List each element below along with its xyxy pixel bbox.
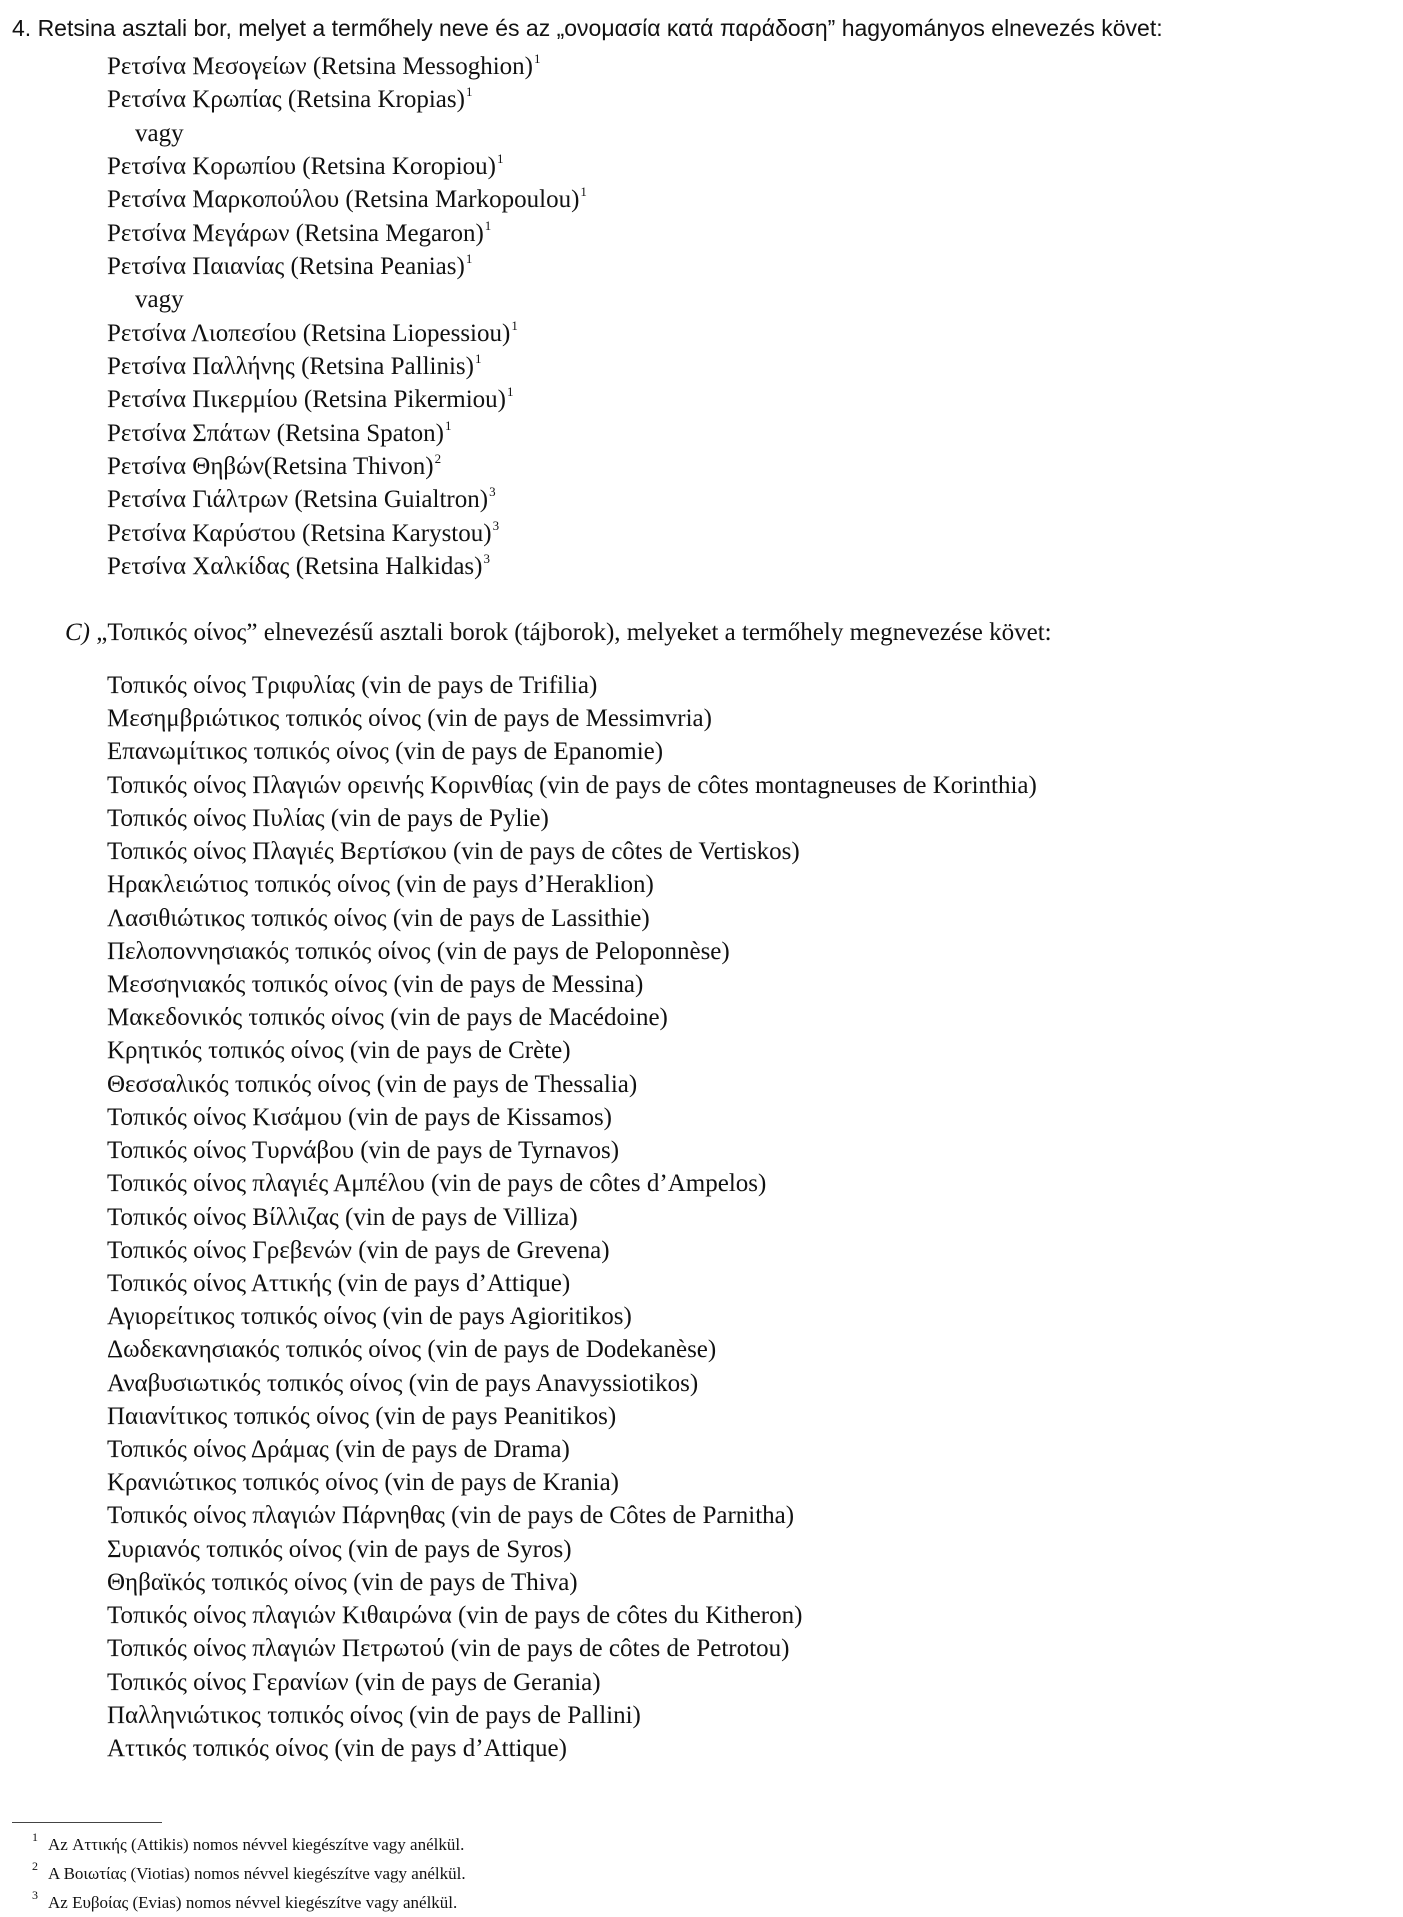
footnote-ref: 1 xyxy=(506,384,514,400)
retsina-item-text: Ρετσίνα Κορωπίου (Retsina Koropiou) xyxy=(107,153,496,181)
alternative-separator xyxy=(107,283,587,316)
retsina-item-text: Ρετσίνα Γιάλτρων (Retsina Guialtron) xyxy=(107,486,489,514)
alternative-separator xyxy=(107,117,587,150)
regional-wine-item: Επανωμίτικος τοπικός οίνος (vin de pays de Epanomie) xyxy=(107,738,664,766)
regional-wine-item: Αττικός τοπικός οίνος (vin de pays d’Attique) xyxy=(107,1735,567,1762)
retsina-item-text: Ρετσίνα Κρωπίας (Retsina Kropias) xyxy=(107,86,465,114)
retsina-item xyxy=(107,217,587,250)
footnote xyxy=(32,1888,466,1917)
retsina-item-text: Ρετσίνα Παλλήνης (Retsina Pallinis) xyxy=(107,353,474,381)
regional-wine-item: Κρητικός τοπικός οίνος (vin de pays de Crète) xyxy=(107,1037,571,1065)
regional-wine-item: Τοπικός οίνος Αττικής (vin de pays d’Attique) xyxy=(107,1269,571,1297)
regional-wine-list xyxy=(107,669,1037,1765)
footnote-ref: 2 xyxy=(434,451,442,467)
retsina-item-text: Ρετσίνα Παιανίας (Retsina Peanias) xyxy=(107,253,465,281)
footnote-ref: 1 xyxy=(465,251,473,267)
regional-wine-item: Παλληνιώτικος τοπικός οίνος (vin de pays de Pallini) xyxy=(107,1701,641,1729)
retsina-item-text: Ρετσίνα Χαλκίδας (Retsina Halkidas) xyxy=(107,553,483,581)
retsina-item-text: vagy xyxy=(135,119,184,147)
section-c-heading xyxy=(65,617,1052,649)
regional-wine-item: Τοπικός οίνος πλαγιές Αμπέλου (vin de pays de côtes d’Ampelos) xyxy=(107,1170,767,1198)
footnote-ref: 1 xyxy=(580,184,587,200)
regional-wine-item: Συριανός τοπικός οίνος (vin de pays de Syros) xyxy=(107,1535,572,1563)
footnote-ref: 1 xyxy=(444,417,452,433)
retsina-item xyxy=(107,350,587,383)
retsina-item-text: vagy xyxy=(135,286,184,314)
regional-wine-item: Θεσσαλικός τοπικός οίνος (vin de pays de Thessalia) xyxy=(107,1070,638,1098)
regional-wine-item: Τοπικός οίνος Γερανίων (vin de pays de Gerania) xyxy=(107,1668,601,1696)
regional-wine-item: Μακεδονικός τοπικός οίνος (vin de pays de Macédoine) xyxy=(107,1004,668,1032)
retsina-item xyxy=(107,550,587,583)
regional-wine-item: Τοπικός οίνος πλαγιών Κιθαιρώνα (vin de pays de côtes du Kitheron) xyxy=(107,1602,803,1630)
retsina-item-text: Ρετσίνα Καρύστου (Retsina Karystou) xyxy=(107,519,492,547)
regional-wine-item: Δωδεκανησιακός τοπικός οίνος (vin de pays de Dodekanèse) xyxy=(107,1336,717,1364)
retsina-item-text: Ρετσίνα Σπάτων (Retsina Spaton) xyxy=(107,419,444,447)
regional-wine-item: Τοπικός οίνος Γρεβενών (vin de pays de Grevena) xyxy=(107,1236,610,1264)
regional-wine-item: Τοπικός οίνος Τυρνάβου (vin de pays de Tyrnavos) xyxy=(107,1137,620,1165)
section-c-text: „Τοπικός οίνος” elnevezésű asztali borok (tájborok), melyeket a termőhely megnevezése követ: xyxy=(96,619,1052,646)
regional-wine-item: Κρανιώτικος τοπικός οίνος (vin de pays de Krania) xyxy=(107,1469,619,1497)
regional-wine-item: Τοπικός οίνος Πλαγιών ορεινής Κορινθίας (vin de pays de côtes montagneuses de Korinthia) xyxy=(107,771,1037,799)
retsina-item xyxy=(107,483,587,516)
footnote-ref: 1 xyxy=(474,351,482,367)
regional-wine-item: Τοπικός οίνος πλαγιών Πετρωτού (vin de pays de côtes de Petrotou) xyxy=(107,1635,790,1663)
retsina-item xyxy=(107,50,587,83)
regional-wine-item: Τοπικός οίνος Τριφυλίας (vin de pays de Trifilia) xyxy=(107,672,598,699)
regional-wine-item: Πελοποννησιακός τοπικός οίνος (vin de pays de Peloponnèse) xyxy=(107,937,730,965)
footnote-mark: 1 xyxy=(32,1830,38,1844)
retsina-item xyxy=(107,417,587,450)
retsina-item xyxy=(107,383,587,416)
retsina-item-text: Ρετσίνα Λιοπεσίου (Retsina Liopessiou) xyxy=(107,319,511,347)
retsina-item xyxy=(107,450,587,483)
footnote-text: A Βοιωτίας (Viotias) nomos névvel kiegészítve vagy anélkül. xyxy=(48,1864,466,1883)
footnote-ref: 1 xyxy=(496,151,504,167)
retsina-item xyxy=(107,517,587,550)
retsina-item-text: Ρετσίνα Θηβών(Retsina Thivon) xyxy=(107,453,434,481)
regional-wine-item: Τοπικός οίνος Δράμας (vin de pays de Drama) xyxy=(107,1436,570,1464)
regional-wine-item: Τοπικός οίνος Πυλίας (vin de pays de Pylie) xyxy=(107,804,549,832)
footnote-mark: 2 xyxy=(32,1859,38,1873)
footnote-ref: 3 xyxy=(489,484,496,500)
regional-wine-item: Τοπικός οίνος Πλαγιές Βερτίσκου (vin de pays de côtes de Vertiskos) xyxy=(107,838,800,866)
retsina-item-text: Ρετσίνα Μαρκοπούλου (Retsina Markopoulou) xyxy=(107,186,580,214)
retsina-item xyxy=(107,250,587,283)
footnote-text: Az Αττικής (Attikis) nomos névvel kiegészítve vagy anélkül. xyxy=(48,1835,465,1854)
regional-wine-item: Τοπικός οίνος πλαγιών Πάρνηθας (vin de pays de Côtes de Parnitha) xyxy=(107,1502,795,1530)
footnote-ref: 1 xyxy=(533,51,541,66)
regional-wine-item: Θηβαϊκός τοπικός οίνος (vin de pays de Thiva) xyxy=(107,1568,578,1596)
footnote-ref: 3 xyxy=(483,551,490,567)
section-heading: 4. Retsina asztali bor, melyet a termőhely neve és az „ονομασία κατά παράδοση” hagyományos elnevezés követ: xyxy=(12,15,1163,41)
regional-wine-item: Μεσσηνιακός τοπικός οίνος (vin de pays de Messina) xyxy=(107,970,644,998)
retsina-item xyxy=(107,83,587,116)
retsina-item-text: Ρετσίνα Πικερμίου (Retsina Pikermiou) xyxy=(107,386,506,414)
regional-wine-item: Μεσημβριώτικος τοπικός οίνος (vin de pays de Messimvria) xyxy=(107,705,712,733)
retsina-item xyxy=(107,183,587,216)
retsina-item xyxy=(107,317,587,350)
retsina-list xyxy=(107,50,587,584)
footnote xyxy=(32,1859,466,1888)
regional-wine-item: Αναβυσιωτικός τοπικός οίνος (vin de pays Anavyssiotikos) xyxy=(107,1369,699,1397)
regional-wine-item: Λασιθιώτικος τοπικός οίνος (vin de pays de Lassithie) xyxy=(107,904,650,932)
retsina-item xyxy=(107,150,587,183)
footnotes xyxy=(32,1830,466,1917)
section-c-letter: C) xyxy=(65,619,90,646)
footnote-text: Az Ευβοίας (Evias) nomos névvel kiegészítve vagy anélkül. xyxy=(48,1893,458,1912)
retsina-item-text: Ρετσίνα Μεγάρων (Retsina Megaron) xyxy=(107,219,484,247)
footnote-ref: 1 xyxy=(511,317,518,333)
footnote-ref: 1 xyxy=(465,84,473,100)
footnote-ref: 3 xyxy=(492,517,500,533)
regional-wine-item: Αγιορείτικος τοπικός οίνος (vin de pays Agioritikos) xyxy=(107,1303,632,1331)
footnote xyxy=(32,1830,466,1859)
footnote-ref: 1 xyxy=(484,217,492,233)
footnote-mark: 3 xyxy=(32,1888,38,1902)
retsina-item-text: Ρετσίνα Μεσογείων (Retsina Messoghion) xyxy=(107,53,533,80)
regional-wine-item: Παιανίτικος τοπικός οίνος (vin de pays Peanitikos) xyxy=(107,1402,617,1430)
regional-wine-item: Ηρακλειώτιος τοπικός οίνος (vin de pays d’Heraklion) xyxy=(107,871,654,899)
regional-wine-item: Τοπικός οίνος Βίλλιζας (vin de pays de Villiza) xyxy=(107,1203,578,1231)
regional-wine-item: Τοπικός οίνος Κισάμου (vin de pays de Kissamos) xyxy=(107,1103,613,1131)
